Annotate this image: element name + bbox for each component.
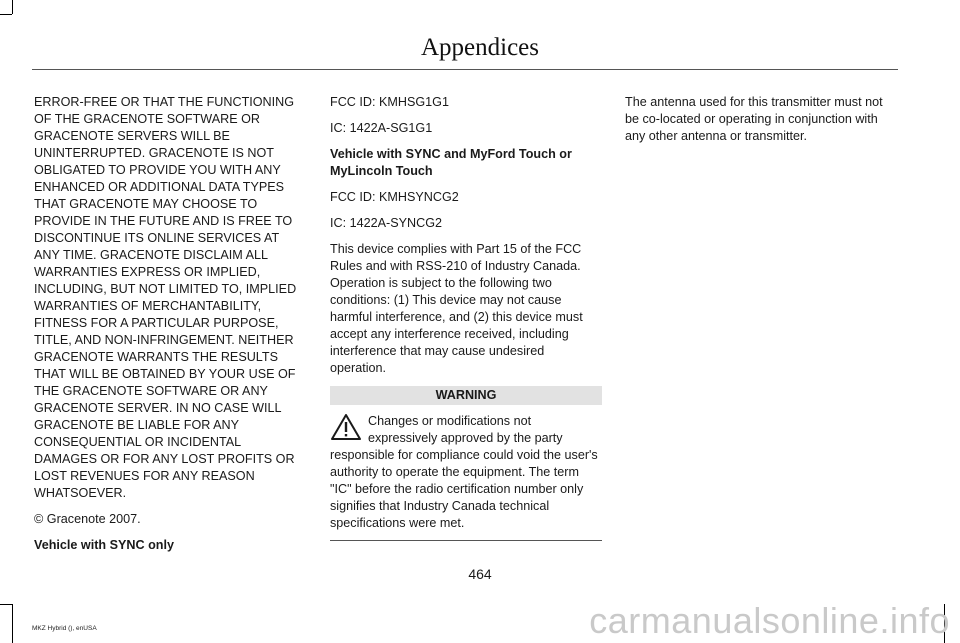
warning-triangle-icon [330,413,362,441]
fcc-id-2: FCC ID: KMHSYNCG2 [330,190,459,204]
column-right [625,94,899,154]
fcc-id-1: FCC ID: KMHSG1G1 [330,95,449,109]
page-number: 464 [468,566,492,582]
subheading-sync-only: Vehicle with SYNC only [34,538,174,552]
warning-text: Changes or modifications not expressively approved by the party responsible for compliance could void the user's authority to operate the equipment. The term "IC" before the radio certification number only signifies that Industry Canada technical specifications were met. [330,414,598,530]
column-middle [330,94,602,541]
gracenote-disclaimer: ERROR-FREE OR THAT THE FUNCTIONING OF THE GRACENOTE SOFTWARE OR GRACENOTE SERVERS WILL BE UNINTERRUPTED. GRACENOTE IS NOT OBLIGATED TO PROVIDE YOU WITH ANY ENHANCED OR ADDITIONAL DATA TYPES THAT GRACENOTE MAY CHOOSE TO PROVIDE IN THE FUTURE AND IS FREE TO DISCONTINUE ITS ONLINE SERVICES AT ANY TIME. GRACENOTE DISCLAIM ALL WARRANTIES EXPRESS OR IMPLIED, INCLUDING, BUT NOT LIMITED TO, IMPLIED WARRANTIES OF MERCHANTABILITY, FITNESS FOR A PARTICULAR PURPOSE, TITLE, AND NON-INFRINGEMENT. NEITHER GRACENOTE WARRANTS THE RESULTS THAT WILL BE OBTAINED BY YOUR USE OF THE GRACENOTE SOFTWARE OR ANY GRACENOTE SERVER. IN NO CASE WILL GRACENOTE BE LIABLE FOR ANY CONSEQUENTIAL OR INCIDENTAL DAMAGES OR FOR ANY LOST PROFITS OR LOST REVENUES FOR ANY REASON WHATSOEVER. [34,95,297,500]
page-title: Appendices [420,34,540,61]
subheading-sync-myford: Vehicle with SYNC and MyFord Touch or MyLincoln Touch [330,147,572,178]
column-left [34,94,306,563]
antenna-statement: The antenna used for this transmitter must not be co-located or operating in conjunction with any other antenna or transmitter. [625,95,883,143]
ic-number-2: IC: 1422A-SYNCG2 [330,216,442,230]
crop-mark-bottom-left-h [0,604,12,605]
watermark: carmanualsonline.info [589,600,950,641]
warning-body [330,405,602,532]
ic-number-1: IC: 1422A-SG1G1 [330,121,433,135]
crop-mark-bottom-left-v [12,604,13,643]
warning-heading: WARNING [330,386,602,405]
footer-edition: MKZ Hybrid (), enUSA [32,625,97,632]
header-divider [32,69,898,70]
copyright-line: © Gracenote 2007. [34,512,141,526]
crop-mark-top-left-h [0,14,12,15]
warning-box [330,386,602,541]
warning-bottom-rule [330,540,602,541]
crop-mark-top-left-v [12,0,13,14]
compliance-statement: This device complies with Part 15 of the FCC Rules and with RSS-210 of Industry Canada. Operation is subject to the following two conditions: (1) This device may not cause harmful interference, and (2) this device must accept any interference received, including interference that may cause undesired operation. [330,242,583,375]
